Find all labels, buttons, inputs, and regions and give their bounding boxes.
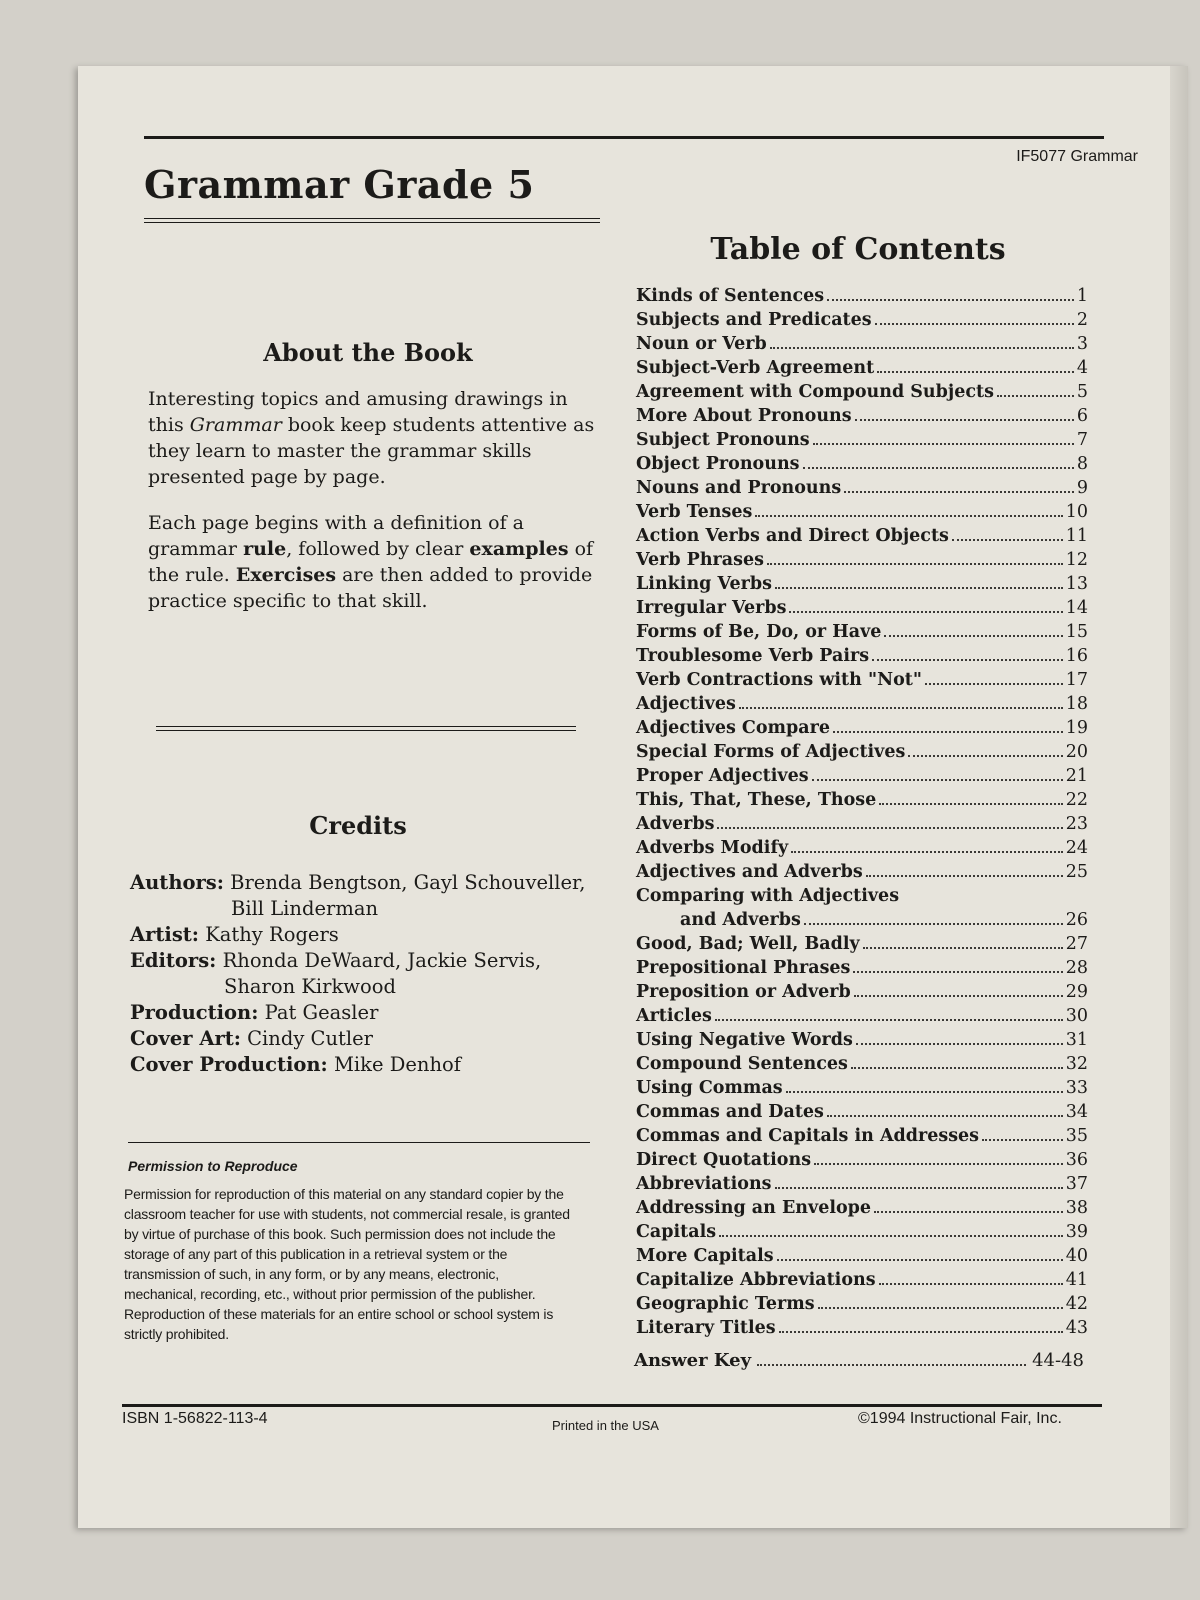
copyright: ©1994 Instructional Fair, Inc.	[858, 1410, 1062, 1427]
toc-entry-label: Literary Titles	[636, 1318, 776, 1338]
toc-entry-page: 5	[1076, 382, 1088, 402]
toc-entry-label: Irregular Verbs	[636, 598, 787, 618]
printed-in: Printed in the USA	[552, 1418, 659, 1433]
toc-entry-page: 16	[1065, 646, 1088, 666]
about-heading: About the Book	[263, 338, 473, 367]
toc-entry	[636, 1054, 1088, 1078]
toc-entry	[636, 1198, 1088, 1222]
toc-entry	[636, 1150, 1088, 1174]
toc-leader-dots	[755, 515, 1062, 517]
toc-leader-dots	[827, 1115, 1063, 1117]
credit-authors: Authors: Brenda Bengtson, Gayl Schouveller, Bill Linderman	[130, 871, 586, 920]
toc-entry	[636, 886, 1088, 910]
toc-entry	[636, 1030, 1088, 1054]
credit-production: Production: Pat Geasler	[130, 1001, 379, 1024]
credit-editors: Editors: Rhonda DeWaard, Jackie Servis, Sharon Kirkwood	[130, 949, 542, 998]
toc-entry-label: Object Pronouns	[636, 454, 800, 474]
toc-entry-page: 33	[1065, 1078, 1088, 1098]
toc-leader-dots	[884, 635, 1062, 637]
toc-leader-dots	[719, 1235, 1063, 1237]
toc-entry	[636, 1270, 1088, 1294]
toc-entry-label: Compound Sentences	[636, 1054, 848, 1074]
toc-entry-label: Articles	[636, 1006, 712, 1026]
toc-entry-label: This, That, These, Those	[636, 790, 877, 810]
toc-entry	[636, 790, 1088, 814]
toc-entry-label: Verb Tenses	[636, 502, 753, 522]
credit-cover-art: Cover Art: Cindy Cutler	[130, 1027, 373, 1050]
toc-leader-dots	[715, 1019, 1063, 1021]
toc-leader-dots	[879, 803, 1062, 805]
toc-entry-label: Adjectives	[636, 694, 736, 714]
toc-entry-page: 21	[1065, 766, 1088, 786]
toc-entry-label: Geographic Terms	[636, 1294, 815, 1314]
toc-entry	[636, 694, 1088, 718]
toc-entry	[636, 646, 1088, 670]
answer-key-pages: 44-48	[1032, 1350, 1084, 1371]
toc-entry	[636, 574, 1088, 598]
book-title: Grammar Grade 5	[144, 162, 535, 207]
toc-leader-dots	[844, 491, 1074, 493]
section-divider	[156, 726, 576, 731]
toc-entry-label: Addressing an Envelope	[636, 1198, 872, 1218]
toc-leader-dots	[833, 731, 1063, 733]
toc-entry	[636, 310, 1088, 334]
toc-entry-label: Subject Pronouns	[636, 430, 810, 450]
toc-leader-dots	[767, 563, 1063, 565]
toc-entry-label: Adjectives and Adverbs	[636, 862, 863, 882]
toc-entry-page: 18	[1065, 694, 1088, 714]
toc-leader-dots	[851, 1067, 1063, 1069]
toc-leader-dots	[775, 587, 1063, 589]
toc-entry-label: Action Verbs and Direct Objects	[636, 526, 949, 546]
toc-entry-label: Capitals	[636, 1222, 717, 1242]
toc-title: Table of Contents	[710, 232, 1006, 267]
about-paragraph-2: Each page begins with a definition of a grammar rule, followed by clear examples of the rule. Exercises are then added to provide practice specific to that skill.	[148, 512, 594, 612]
toc-entry-page: 25	[1065, 862, 1088, 882]
toc-entry	[636, 358, 1088, 382]
toc-entry-page: 38	[1065, 1198, 1088, 1218]
toc-entry-page: 40	[1065, 1246, 1088, 1266]
toc-entry	[636, 598, 1088, 622]
toc-entry	[636, 1102, 1088, 1126]
toc-entry	[636, 1246, 1088, 1270]
toc-leader-dots	[786, 1091, 1063, 1093]
toc-entry-page: 4	[1076, 358, 1088, 378]
isbn: ISBN 1-56822-113-4	[122, 1410, 268, 1427]
toc-entry-label: More Capitals	[636, 1246, 774, 1266]
toc-entry-page: 43	[1065, 1318, 1088, 1338]
toc-entry-page: 17	[1065, 670, 1088, 690]
permission-title: Permission to Reproduce	[128, 1158, 298, 1174]
toc-entry-page: 36	[1065, 1150, 1088, 1170]
toc-entry	[636, 1006, 1088, 1030]
toc-entry-label: Good, Bad; Well, Badly	[636, 934, 860, 954]
toc-entry-page: 39	[1065, 1222, 1088, 1242]
toc-entry-page: 19	[1065, 718, 1088, 738]
toc-leader-dots	[813, 443, 1074, 445]
about-text	[148, 386, 598, 634]
toc-leader-dots	[879, 1283, 1063, 1285]
toc-entry-label: Adverbs Modify	[636, 838, 789, 858]
toc-entry-page: 26	[1065, 910, 1088, 930]
toc-entry-label: and Adverbs	[680, 910, 801, 930]
page-spine	[1170, 66, 1188, 1528]
toc-entry-page: 7	[1076, 430, 1088, 450]
toc-entry	[636, 1222, 1088, 1246]
toc-leader-dots	[814, 1163, 1063, 1165]
toc-leader-dots	[717, 827, 1062, 829]
toc-entry	[636, 622, 1088, 646]
toc-leader-dots	[863, 947, 1063, 949]
toc-leader-dots	[877, 371, 1074, 373]
toc-entry-page: 15	[1065, 622, 1088, 642]
toc-entry-label: Capitalize Abbreviations	[636, 1270, 876, 1290]
toc-entry-label: Agreement with Compound Subjects	[636, 382, 994, 402]
toc-entry	[636, 286, 1088, 310]
toc-leader-dots	[770, 347, 1074, 349]
about-paragraph-1: Interesting topics and amusing drawings in this Grammar book keep students attentive as they learn to master the grammar skills presented page by page.	[148, 388, 595, 488]
toc-entry-label: Comparing with Adjectives	[636, 886, 900, 906]
toc-entry-page: 2	[1076, 310, 1088, 330]
toc-entry-page: 3	[1076, 334, 1088, 354]
toc-leader-dots	[775, 1187, 1063, 1189]
toc-leader-dots	[997, 395, 1074, 397]
toc-entry-label: Direct Quotations	[636, 1150, 812, 1170]
toc-entry	[636, 1318, 1088, 1342]
toc-entry	[636, 1126, 1088, 1150]
toc-entry-label: Subject-Verb Agreement	[636, 358, 875, 378]
toc-entry-page: 30	[1065, 1006, 1088, 1026]
toc-leader-dots	[952, 539, 1063, 541]
toc-entry-label: Commas and Capitals in Addresses	[636, 1126, 980, 1146]
toc-entry	[636, 718, 1088, 742]
toc-entry	[636, 982, 1088, 1006]
toc-leader-dots	[853, 971, 1062, 973]
toc-entry-label: Prepositional Phrases	[636, 958, 851, 978]
toc-entry	[636, 1078, 1088, 1102]
toc-entry-page: 6	[1076, 406, 1088, 426]
book-page	[78, 66, 1188, 1528]
toc-leader-dots	[856, 1043, 1063, 1045]
title-divider	[144, 218, 600, 223]
toc-entry-page: 22	[1065, 790, 1088, 810]
toc-entry	[636, 862, 1088, 886]
toc-entry	[636, 742, 1088, 766]
toc-entry-page: 9	[1076, 478, 1088, 498]
toc-entry-page: 8	[1076, 454, 1088, 474]
toc-entry	[636, 1174, 1088, 1198]
toc-leader-dots	[812, 779, 1063, 781]
toc-entry-page: 24	[1065, 838, 1088, 858]
toc-entry-label: Verb Phrases	[636, 550, 764, 570]
toc-entry-page: 35	[1065, 1126, 1088, 1146]
credit-cover-production: Cover Production: Mike Denhof	[130, 1053, 461, 1076]
toc-entry	[636, 958, 1088, 982]
toc-entry-label: Proper Adjectives	[636, 766, 809, 786]
toc-entry-label: Commas and Dates	[636, 1102, 824, 1122]
toc-entry-label: Troublesome Verb Pairs	[636, 646, 870, 666]
toc-list	[636, 286, 1088, 1342]
toc-entry-label: Verb Contractions with "Not"	[636, 670, 922, 690]
permission-body: Permission for reproduction of this material on any standard copier by the classroom teacher for use with students, not commercial resale, is granted by virtue of purchase of this book. Such permission does not include the storage of any part of this publication in a retrieval system or the transmission of such, in any form, or by any means, electronic, mechanical, recording, etc., without prior permission of the publisher. Reproduction of these materials for an entire school or school system is strictly prohibited.	[124, 1186, 570, 1342]
toc-entry-page: 34	[1065, 1102, 1088, 1122]
toc-entry	[636, 814, 1088, 838]
answer-key-entry	[634, 1350, 1084, 1371]
toc-entry-label: More About Pronouns	[636, 406, 852, 426]
toc-entry	[636, 910, 1088, 934]
toc-entry-page: 42	[1065, 1294, 1088, 1314]
toc-entry	[636, 670, 1088, 694]
toc-entry-label: Special Forms of Adjectives	[636, 742, 906, 762]
toc-entry	[636, 502, 1088, 526]
toc-entry-page: 20	[1065, 742, 1088, 762]
toc-entry	[636, 334, 1088, 358]
toc-entry-label: Subjects and Predicates	[636, 310, 872, 330]
toc-entry-page: 41	[1065, 1270, 1088, 1290]
toc-leader-dots	[739, 707, 1063, 709]
credit-artist: Artist: Kathy Rogers	[130, 923, 339, 946]
toc-entry-label: Using Negative Words	[636, 1030, 853, 1050]
toc-entry-label: Preposition or Adverb	[636, 982, 851, 1002]
toc-entry-label: Nouns and Pronouns	[636, 478, 842, 498]
toc-entry-label: Linking Verbs	[636, 574, 772, 594]
toc-entry-page: 37	[1065, 1174, 1088, 1194]
toc-leader-dots	[855, 419, 1074, 421]
toc-leader-dots	[872, 659, 1063, 661]
toc-entry	[636, 526, 1088, 550]
toc-leader-dots	[866, 875, 1063, 877]
toc-entry	[636, 406, 1088, 430]
toc-entry-page: 13	[1065, 574, 1088, 594]
toc-entry	[636, 478, 1088, 502]
toc-leader-dots	[789, 611, 1062, 613]
toc-entry	[636, 550, 1088, 574]
top-rule	[144, 136, 1104, 139]
toc-entry-page: 31	[1065, 1030, 1088, 1050]
toc-leader-dots	[818, 1307, 1063, 1309]
toc-entry-label: Forms of Be, Do, or Have	[636, 622, 882, 642]
toc-leader-dots	[791, 851, 1063, 853]
toc-entry-page: 10	[1065, 502, 1088, 522]
toc-leader-dots	[874, 1211, 1063, 1213]
toc-leader-dots	[982, 1139, 1063, 1141]
toc-entry-label: Noun or Verb	[636, 334, 767, 354]
toc-entry-page: 28	[1065, 958, 1088, 978]
toc-leader-dots	[925, 683, 1063, 685]
toc-entry-page: 1	[1076, 286, 1088, 306]
toc-leader-dots	[854, 995, 1063, 997]
toc-leader-dots	[875, 323, 1074, 325]
toc-entry-label: Using Commas	[636, 1078, 783, 1098]
toc-entry-label: Kinds of Sentences	[636, 286, 825, 306]
product-code: IF5077 Grammar	[1016, 148, 1138, 165]
bottom-rule	[122, 1404, 1102, 1407]
toc-entry-page: 14	[1065, 598, 1088, 618]
toc-leader-dots	[803, 467, 1074, 469]
toc-entry-label: Adjectives Compare	[636, 718, 830, 738]
toc-leader-dots	[779, 1331, 1063, 1333]
toc-leader-dots	[827, 299, 1074, 301]
toc-leader-dots	[804, 923, 1063, 925]
toc-entry	[636, 382, 1088, 406]
toc-entry-label: Adverbs	[636, 814, 715, 834]
toc-entry-label: Abbreviations	[636, 1174, 772, 1194]
toc-entry	[636, 934, 1088, 958]
credits-heading: Credits	[309, 811, 407, 840]
toc-entry	[636, 838, 1088, 862]
toc-entry-page: 27	[1065, 934, 1088, 954]
toc-entry	[636, 766, 1088, 790]
credits-list	[130, 870, 610, 1078]
toc-entry-page: 32	[1065, 1054, 1088, 1074]
toc-entry-page: 29	[1065, 982, 1088, 1002]
toc-leader-dots	[908, 755, 1062, 757]
toc-entry	[636, 430, 1088, 454]
toc-entry-page: 23	[1065, 814, 1088, 834]
permission-rule	[128, 1142, 590, 1143]
toc-entry-page: 11	[1065, 526, 1088, 546]
toc-entry	[636, 454, 1088, 478]
toc-entry-page: 12	[1065, 550, 1088, 570]
answer-key-label: Answer Key	[634, 1350, 752, 1371]
toc-entry	[636, 1294, 1088, 1318]
answer-key-leader	[757, 1364, 1026, 1366]
toc-leader-dots	[777, 1259, 1063, 1261]
